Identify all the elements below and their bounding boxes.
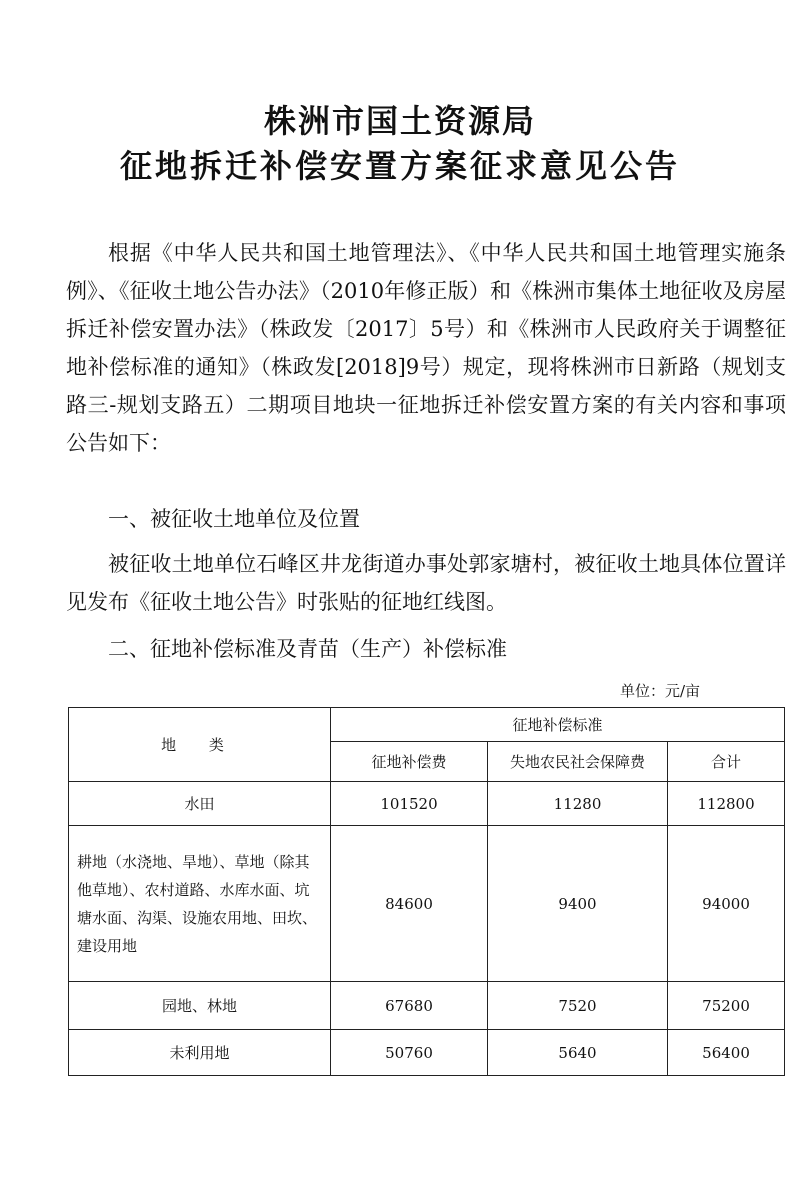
cell-social-security: 5640 bbox=[488, 1030, 668, 1076]
header-land-type: 地 类 bbox=[69, 708, 331, 782]
cell-total: 75200 bbox=[668, 982, 785, 1030]
table-header-row bbox=[69, 708, 785, 742]
compensation-table bbox=[68, 707, 785, 1076]
intro-text: 根据《中华人民共和国土地管理法》、《中华人民共和国土地管理实施条例》、《征收土地公告办法》（2010年修正版）和《株洲市集体土地征收及房屋拆迁补偿安置办法》（株政发〔2017〕5号）和《株洲市人民政府关于调整征地补偿标准的通知》（株政发[2018]9号）规定，现将株洲市日新路（规划支路三-规划支路五）二期项目地块一征地拆迁补偿安置方案的有关内容和事项公告如下： bbox=[66, 241, 786, 455]
table-row bbox=[69, 982, 785, 1030]
cell-total: 112800 bbox=[668, 782, 785, 826]
unit-label: 单位：元/亩 bbox=[620, 682, 701, 700]
cell-social-security: 9400 bbox=[488, 826, 668, 982]
table-row bbox=[69, 826, 785, 982]
cell-land: 水田 bbox=[69, 782, 331, 826]
section1-heading: 一、被征收土地单位及位置 bbox=[108, 507, 360, 531]
header-standard: 征地补偿标准 bbox=[331, 708, 785, 742]
cell-total: 56400 bbox=[668, 1030, 785, 1076]
intro-paragraph bbox=[66, 234, 786, 462]
cell-land: 耕地（水浇地、旱地）、草地（除其他草地）、农村道路、水库水面、坑塘水面、沟渠、设施农用地、田坎、建设用地 bbox=[69, 826, 331, 982]
document-title-line2: 征地拆迁补偿安置方案征求意见公告 bbox=[119, 147, 680, 185]
cell-compensation: 50760 bbox=[331, 1030, 488, 1076]
header-social-security: 失地农民社会保障费 bbox=[488, 742, 668, 782]
cell-land: 未利用地 bbox=[69, 1030, 331, 1076]
table-row bbox=[69, 782, 785, 826]
cell-social-security: 7520 bbox=[488, 982, 668, 1030]
cell-compensation: 67680 bbox=[331, 982, 488, 1030]
document-title-line1: 株洲市国土资源局 bbox=[263, 102, 536, 140]
header-compensation: 征地补偿费 bbox=[331, 742, 488, 782]
section2-heading: 二、征地补偿标准及青苗（生产）补偿标准 bbox=[108, 637, 507, 661]
cell-compensation: 101520 bbox=[331, 782, 488, 826]
cell-land: 园地、林地 bbox=[69, 982, 331, 1030]
header-total: 合计 bbox=[668, 742, 785, 782]
section1-text: 被征收土地单位石峰区井龙街道办事处郭家塘村，被征收土地具体位置详见发布《征收土地公告》时张贴的征地红线图。 bbox=[66, 552, 786, 614]
table-row bbox=[69, 1030, 785, 1076]
cell-compensation: 84600 bbox=[331, 826, 488, 982]
section1-paragraph bbox=[66, 545, 786, 621]
cell-total: 94000 bbox=[668, 826, 785, 982]
cell-social-security: 11280 bbox=[488, 782, 668, 826]
